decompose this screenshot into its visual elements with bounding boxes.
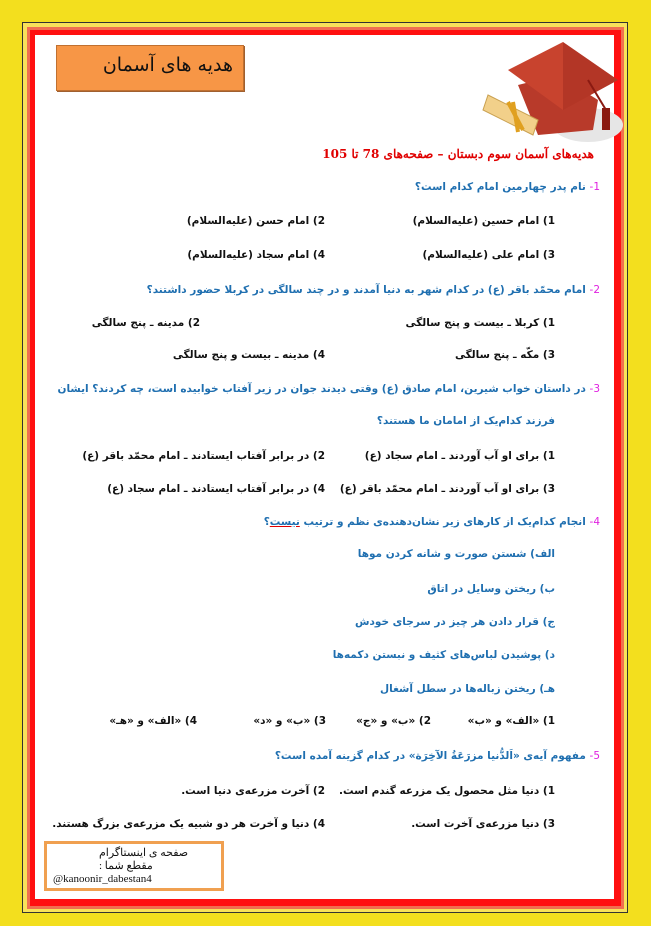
question-number: 4- [589,516,600,528]
question-number: 2- [589,284,600,296]
option[interactable]: 3) مکّه ـ پنج سالگی [454,349,555,361]
option[interactable]: 4) مدینه ـ بیست و پنج سالگی [172,349,325,361]
option[interactable]: 2) آخرت مزرعه‌ی دنیا است. [181,785,325,797]
option[interactable]: 1) دنیا مثل محصول یک مزرعه گندم است. [338,785,555,797]
instagram-box [44,841,224,891]
question-text: امام محمّد باقر (ع) در کدام شهر به دنیا آمدند و در چند سالگی در کربلا حضور داشتند؟ [146,284,586,296]
option[interactable]: 1) کربلا ـ بیست و پنج سالگی [405,317,555,329]
instagram-handle[interactable]: @kanoonir_dabestan4 [53,873,152,885]
question-4 [264,516,600,528]
question-text: مفهوم آیه‌ی «اَلدُّنیا مزرَعَةُ الآخِرَة» در کدام گزینه آمده است؟ [274,750,586,762]
option[interactable]: 1) امام حسین (علیه‌السلام) [412,215,555,227]
list-item: ج) قرار دادن هر چیز در سرجای خودش [355,616,555,628]
question-2 [147,284,600,296]
question-text: انجام کدام‌یک از کارهای زیر نشان‌دهنده‌ی نظم و ترتیب [299,516,586,528]
option[interactable]: 4) دنیا و آخرت هر دو شبیه یک مزرعه‌ی بزرگ هستند. [52,818,325,830]
option[interactable]: 4) امام سجاد (علیه‌السلام) [187,249,325,261]
list-item: هـ) ریختن زباله‌ها در سطل آشغال [380,683,555,695]
option[interactable]: 4) در برابر آفتاب ایستادند ـ امام سجاد (ع) [107,483,325,495]
option[interactable]: 2) مدینه ـ پنج سالگی [91,317,200,329]
question-mark: ؟ [263,516,270,528]
list-item: د) پوشیدن لباس‌های کثیف و نبستن دکمه‌ها [332,649,555,661]
worksheet-heading: هدیه‌های آسمان سوم دبستان – صفحه‌های 78 تا 105 [322,147,594,161]
option[interactable]: 3) دنیا مزرعه‌ی آخرت است. [411,818,555,830]
instagram-label: صفحه ی اینستاگرام [99,847,189,859]
option[interactable]: 2) امام حسن (علیه‌السلام) [186,215,325,227]
option[interactable]: 3) امام علی (علیه‌السلام) [422,249,555,261]
question-number: 3- [589,383,600,395]
graduation-cap-icon [478,40,623,145]
question-text: در داستان خواب شیرین، امام صادق (ع) وقتی دیدند جوان در زیر آفتاب خوابیده است، چه کردند؟ ایشان [57,383,586,395]
emphasized-word: نیست [269,516,300,528]
question-1 [415,181,600,193]
list-item: الف) شستن صورت و شانه کردن موها [357,548,555,560]
question-text: نام پدر چهارمین امام کدام است؟ [414,181,586,193]
option[interactable]: 2) «ب» و «ج» [356,715,431,727]
question-5 [275,750,600,762]
option[interactable]: 1) «الف» و «ب» [467,715,555,727]
list-item: ب) ریختن وسایل در اتاق [427,583,555,595]
option[interactable]: 4) «الف» و «هـ» [109,715,197,727]
question-number: 1- [589,181,600,193]
question-3 [57,383,600,395]
option[interactable]: 1) برای او آب آوردند ـ امام سجاد (ع) [364,450,555,462]
option[interactable]: 3) برای او آب آوردند ـ امام محمّد باقر (ع) [339,483,555,495]
worksheet-page [35,35,614,899]
question-3-line-2: فرزند کدام‌یک از امامان ما هستند؟ [376,415,555,427]
option[interactable]: 2) در برابر آفتاب ایستادند ـ امام محمّد باقر (ع) [82,450,325,462]
option[interactable]: 3) «ب» و «د» [253,715,326,727]
title-badge: هدیه های آسمان [56,45,244,91]
grade-label: مقطع شما : [99,860,153,872]
question-number: 5- [589,750,600,762]
